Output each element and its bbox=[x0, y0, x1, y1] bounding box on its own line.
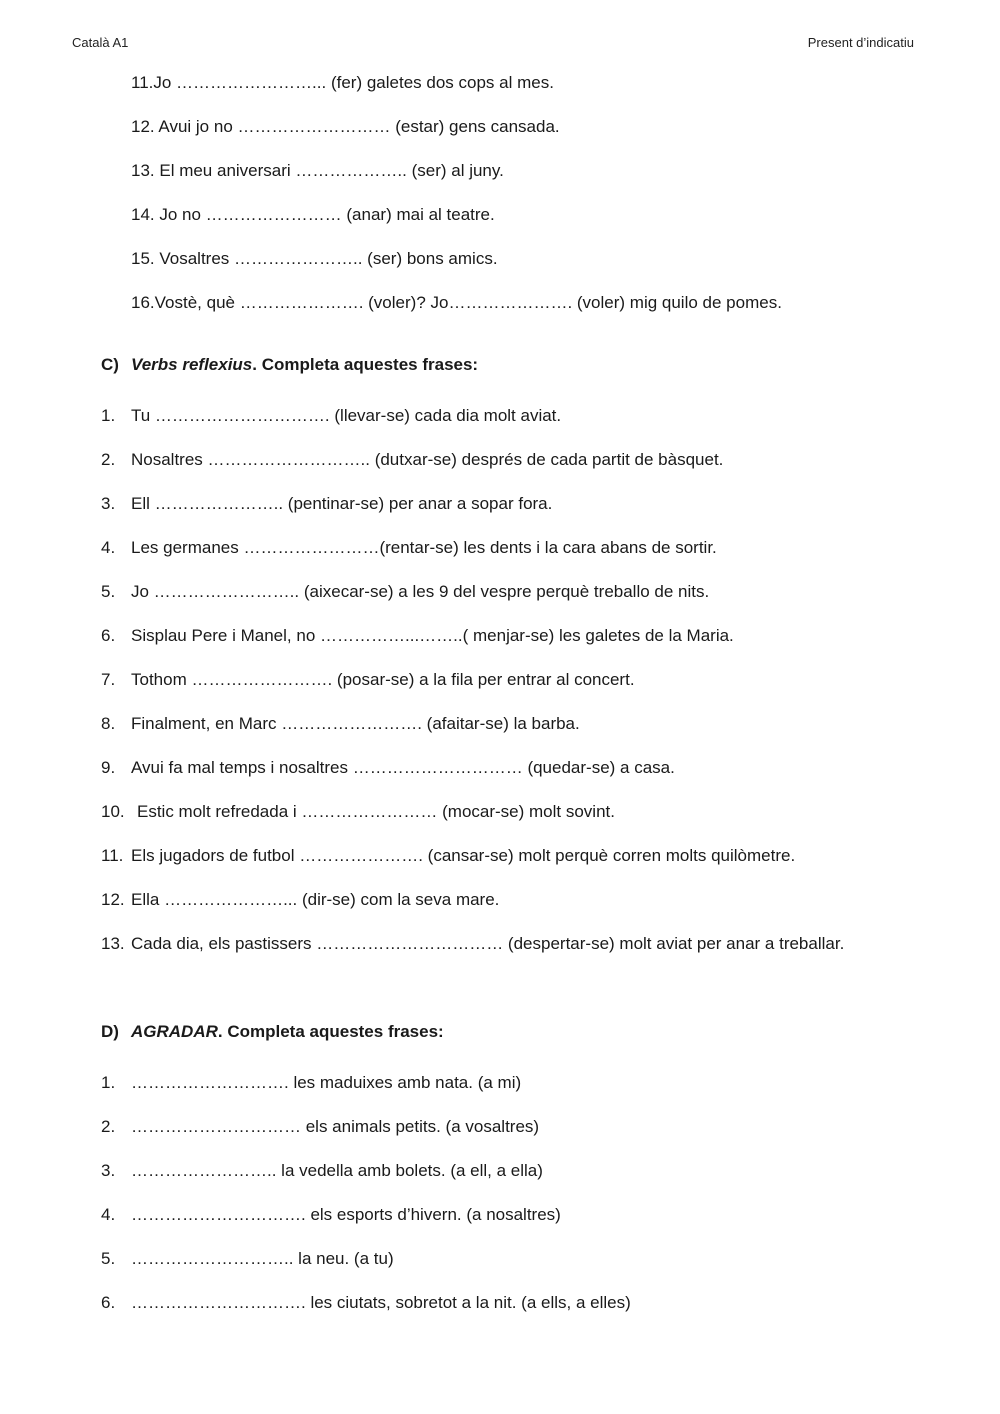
item-text: Les germanes ……………………(rentar-se) les dents i la cara abans de sortir. bbox=[131, 538, 717, 557]
exercise-item: 11.Jo ……………………... (fer) galetes dos cops al mes. bbox=[131, 73, 554, 92]
item-number: 11. bbox=[101, 846, 124, 865]
item-text: Els jugadors de futbol …………………. (cansar-se) molt perquè corren molts quilòmetre. bbox=[131, 846, 796, 865]
item-text: Cada dia, els pastissers …………………………… (despertar-se) molt aviat per anar a treballar. bbox=[131, 934, 845, 953]
item-text: Avui fa mal temps i nosaltres ………………………… (quedar-se) a casa. bbox=[131, 758, 675, 777]
item-number: 3. bbox=[101, 1161, 116, 1180]
item-number: 6. bbox=[101, 626, 116, 645]
item-text: …………………….. la vedella amb bolets. (a ell, a ella) bbox=[131, 1161, 543, 1180]
item-number: 5. bbox=[101, 582, 116, 601]
item-number: 6. bbox=[101, 1293, 116, 1312]
section-title-emphasis: AGRADAR bbox=[131, 1022, 218, 1041]
exercise-item: 12. Avui jo no ……………………… (estar) gens cansada. bbox=[131, 117, 560, 136]
item-number: 8. bbox=[101, 714, 116, 733]
page-header bbox=[72, 35, 914, 53]
section-letter: D) bbox=[101, 1022, 119, 1041]
course-label: Català A1 bbox=[72, 35, 129, 50]
item-number: 4. bbox=[101, 538, 116, 557]
item-number: 1. bbox=[101, 406, 116, 425]
item-text: Estic molt refredada i …………………… (mocar-se) molt sovint. bbox=[137, 802, 615, 821]
item-text: Tu …………………………. (llevar-se) cada dia molt aviat. bbox=[131, 406, 562, 425]
section-title-rest: . Completa aquestes frases: bbox=[252, 355, 479, 374]
item-number: 2. bbox=[101, 1117, 116, 1136]
item-text: Nosaltres ……………………….. (dutxar-se) després de cada partit de bàsquet. bbox=[131, 450, 724, 469]
topic-label: Present d’indicatiu bbox=[807, 35, 914, 50]
item-text: Jo …………………….. (aixecar-se) a les 9 del vespre perquè treballo de nits. bbox=[131, 582, 710, 601]
item-number: 13. bbox=[101, 934, 125, 953]
item-text: Ell ………………….. (pentinar-se) per anar a sopar fora. bbox=[131, 494, 553, 513]
item-number: 9. bbox=[101, 758, 116, 777]
item-number: 2. bbox=[101, 450, 116, 469]
item-number: 7. bbox=[101, 670, 116, 689]
section-title-rest: . Completa aquestes frases: bbox=[217, 1022, 444, 1041]
exercise-item: 13. El meu aniversari ……………….. (ser) al juny. bbox=[131, 161, 504, 180]
item-text: …………………………. les ciutats, sobretot a la nit. (a ells, a elles) bbox=[131, 1293, 631, 1312]
item-text: …………………………. els esports d’hivern. (a nosaltres) bbox=[131, 1205, 561, 1224]
item-text: Ella …………………... (dir-se) com la seva mare. bbox=[131, 890, 500, 909]
item-number: 12. bbox=[101, 890, 125, 909]
item-text: ……………………….. la neu. (a tu) bbox=[131, 1249, 394, 1268]
item-number: 5. bbox=[101, 1249, 116, 1268]
item-text: Finalment, en Marc ……………………. (afaitar-se) la barba. bbox=[131, 714, 580, 733]
exercise-item: 15. Vosaltres ………………….. (ser) bons amics. bbox=[131, 249, 498, 268]
exercise-item: 14. Jo no …………………… (anar) mai al teatre. bbox=[131, 205, 495, 224]
section-letter: C) bbox=[101, 355, 119, 374]
item-number: 3. bbox=[101, 494, 116, 513]
exercise-item: 16.Vostè, què …………………. (voler)? Jo…………………. (voler) mig quilo de pomes. bbox=[131, 293, 782, 312]
section-c-heading bbox=[101, 355, 478, 375]
item-number: 10. bbox=[101, 802, 125, 821]
item-number: 1. bbox=[101, 1073, 116, 1092]
section-title-emphasis: Verbs reflexius bbox=[131, 355, 253, 374]
item-text: ………………………. les maduixes amb nata. (a mi) bbox=[131, 1073, 522, 1092]
item-text: Tothom ……………………. (posar-se) a la fila per entrar al concert. bbox=[131, 670, 635, 689]
section-d-heading bbox=[101, 1022, 444, 1042]
item-number: 4. bbox=[101, 1205, 116, 1224]
item-text: ………………………… els animals petits. (a vosaltres) bbox=[131, 1117, 540, 1136]
item-text: Sisplau Pere i Manel, no ……………...……..( menjar-se) les galetes de la Maria. bbox=[131, 626, 734, 645]
